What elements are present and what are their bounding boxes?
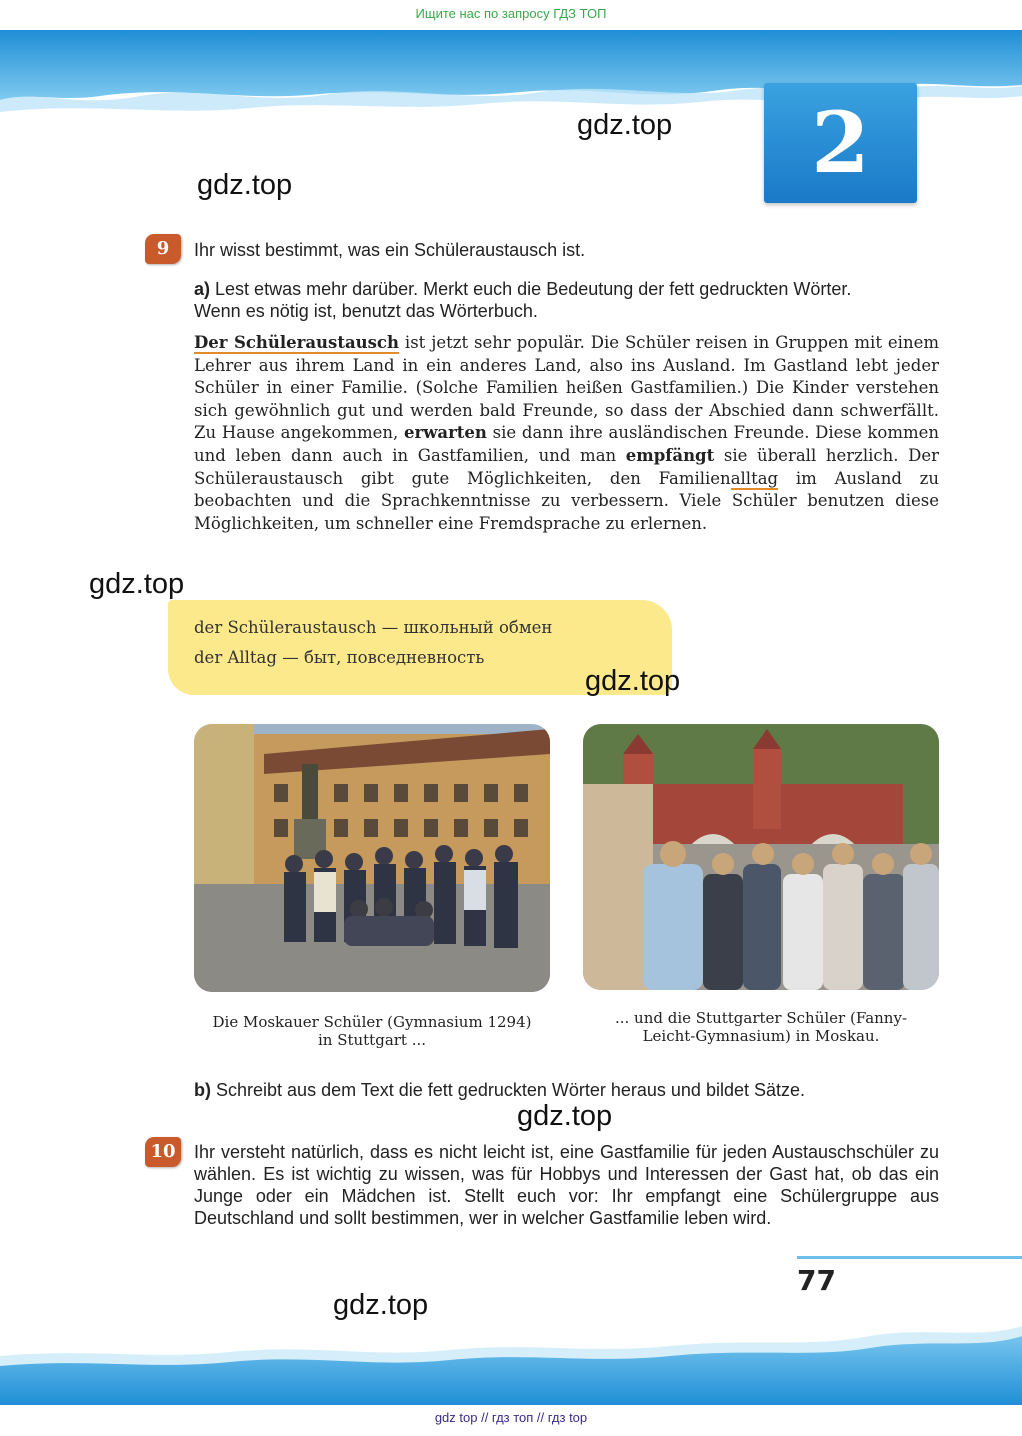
photo-moscow-students-in-stuttgart <box>194 724 550 992</box>
task-a-line2: Wenn es nötig ist, benutzt das Wörterbuch. <box>194 301 538 321</box>
watermark: gdz.top <box>89 568 185 600</box>
caption-right-line1: ... und die Stuttgarter Schüler (Fanny- <box>614 1009 908 1027</box>
vocab-item: der Alltag — быт, повседневность <box>194 648 485 667</box>
task-a-line1: Lest etwas mehr darüber. Merkt euch die Bedeutung der fett gedruckten Wörter. <box>215 279 852 299</box>
bold-term-schueleraustausch: Der Schüleraustausch <box>194 333 399 352</box>
watermark: gdz.top <box>517 1100 613 1132</box>
underlined-alltag: alltag <box>730 468 779 488</box>
page-number: 77 <box>797 1264 836 1297</box>
watermark: gdz.top <box>577 109 673 141</box>
watermark: gdz.top <box>197 169 293 201</box>
task-b-label: b) <box>194 1080 211 1100</box>
task-b-text: Schreibt aus dem Text die fett gedruckten Wörter heraus und bildet Sätze. <box>216 1080 806 1100</box>
caption-right <box>583 1009 939 1045</box>
text-part: sie überall herzlich. Der Schüleraustausch gibt gute Möglichkeiten, den Familien <box>194 445 939 488</box>
exchange-text <box>194 332 939 535</box>
exercise-9-badge: 9 <box>145 234 181 264</box>
footer-wave <box>0 1300 1022 1405</box>
photo-illustration <box>583 724 939 990</box>
watermark: gdz.top <box>333 1289 429 1321</box>
bold-term-empfaengt: empfängt <box>625 445 715 465</box>
text-part: im Ausland zu beobachten und die Sprachkenntnisse zu verbessern. Viele Schüler benutzen diese Möglichkeiten, um schneller eine Fremdsprache zu erlernen. <box>194 468 939 533</box>
task-a-instruction <box>194 278 939 322</box>
exercise-10-badge: 10 <box>145 1137 181 1167</box>
exercise-10-text: Ihr versteht natürlich, dass es nicht leicht ist, eine Gastfamilie für jeden Austauschschüler zu wählen. Es ist wichtig zu wissen, was für Hobbys und Interessen der Gast hat, ob das ein Junge oder ein Mädchen ist. Stellt euch vor: Ihr empfangt eine Schülergruppe aus Deutschland und sollt bestimmen, wer in welcher Gastfamilie leben wird. <box>194 1142 939 1228</box>
photo-stuttgart-students-in-moscow <box>583 724 939 990</box>
text-part: ist jetzt sehr populär. Die Schüler reisen in Gruppen mit einem Lehrer aus ihrem Land in ein anderes Land, also ins Ausland. Im Gastland lebt jeder Schüler in einer Familie. (Solche Familien heißen Gastfamilien.) Die Kinder verstehen sich gewöhnlich gut und werden bald Freunde, so dass der Abschied dann schwerfällt. Zu Hause angekommen, <box>194 333 939 443</box>
chapter-number-block: 2 <box>764 83 917 203</box>
caption-left-line2: in Stuttgart ... <box>317 1031 427 1049</box>
caption-right-line2: Leicht-Gymnasium) in Moskau. <box>642 1027 880 1045</box>
watermark: gdz.top <box>585 665 681 697</box>
search-hint: Ищите нас по запросу ГДЗ ТОП <box>415 6 607 21</box>
photo-illustration <box>194 724 550 992</box>
task-a-label: a) <box>194 279 211 299</box>
text-part: sie dann ihre ausländischen Freunde. Diese kommen und leben dann auch in Gastfamilien, und man <box>194 423 940 465</box>
bold-term-erwarten: erwarten <box>404 423 487 443</box>
exercise-9-intro: Ihr wisst bestimmt, was ein Schüleraustausch ist. <box>194 240 586 260</box>
task-b-instruction <box>194 1079 939 1101</box>
vocab-item: der Schüleraustausch — школьный обмен <box>194 618 553 637</box>
footer-text: gdz top // гдз топ // гдз top <box>434 1410 588 1425</box>
caption-left <box>194 1013 550 1049</box>
caption-left-line1: Die Moskauer Schüler (Gymnasium 1294) <box>212 1013 532 1031</box>
page-number-rule <box>797 1256 1022 1259</box>
